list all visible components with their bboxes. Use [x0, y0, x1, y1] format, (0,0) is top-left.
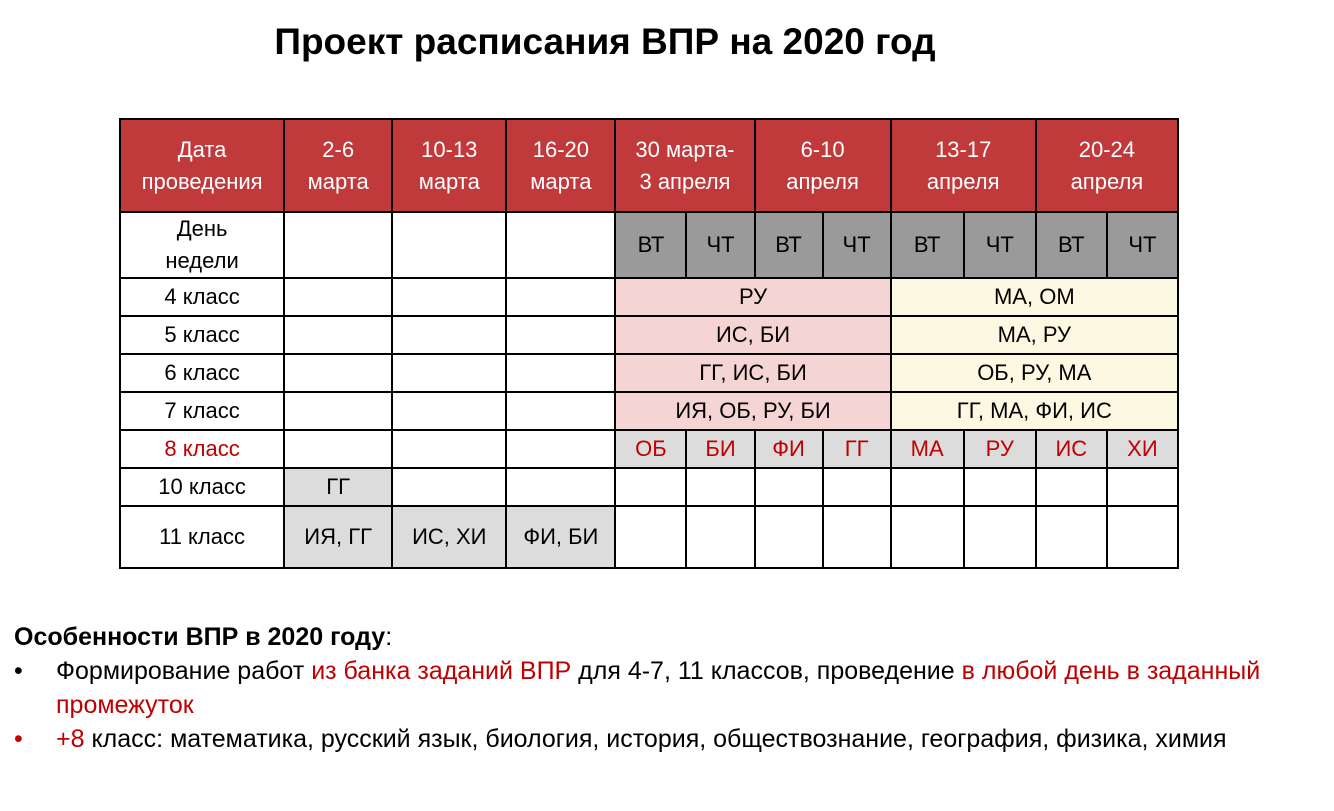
week-header-3: 16-20 марта — [506, 119, 615, 212]
empty-cell — [615, 506, 686, 568]
subject-cell: ИС, ХИ — [392, 506, 506, 568]
empty-cell — [284, 316, 392, 354]
week-header-5: 6-10 апреля — [755, 119, 891, 212]
empty-cell — [1107, 506, 1178, 568]
empty-cell — [392, 278, 506, 316]
week-header-4: 30 марта- 3 апреля — [615, 119, 754, 212]
subject-cell: ИС — [1036, 430, 1107, 468]
empty-cell — [506, 468, 615, 506]
empty-cell — [506, 354, 615, 392]
empty-cell — [284, 278, 392, 316]
notes-section — [14, 620, 1329, 756]
subject-cell: БИ — [686, 430, 754, 468]
weekday-row — [120, 212, 1178, 278]
empty-cell — [1036, 506, 1107, 568]
grade-5-row — [120, 316, 1178, 354]
empty-cell — [506, 316, 615, 354]
grade-10-row — [120, 468, 1178, 506]
weekday-cell: ЧТ — [686, 212, 754, 278]
empty-cell — [506, 278, 615, 316]
empty-cell — [1036, 468, 1107, 506]
note-item: • +8 класс: математика, русский язык, биология, история, обществознание, география, физика, химия — [14, 722, 1329, 756]
empty-cell — [284, 392, 392, 430]
grade-label: 10 класс — [120, 468, 284, 506]
header-row — [120, 119, 1178, 212]
empty-cell — [284, 354, 392, 392]
empty-cell — [392, 354, 506, 392]
subject-cell: ГГ — [823, 430, 891, 468]
week-header-1: 2-6 марта — [284, 119, 392, 212]
empty-cell — [392, 468, 506, 506]
empty-cell — [686, 506, 754, 568]
subjects-first-period: ИЯ, ОБ, РУ, БИ — [615, 392, 890, 430]
grade-6-row — [120, 354, 1178, 392]
grade-label: 5 класс — [120, 316, 284, 354]
schedule-table — [119, 118, 1179, 569]
subjects-first-period: ГГ, ИС, БИ — [615, 354, 890, 392]
empty-cell — [284, 212, 392, 278]
subjects-first-period: ИС, БИ — [615, 316, 890, 354]
weekday-cell: ВТ — [755, 212, 823, 278]
empty-cell — [1107, 468, 1178, 506]
empty-cell — [964, 468, 1036, 506]
bullet-icon: • — [14, 657, 23, 685]
grade-label: 7 класс — [120, 392, 284, 430]
subject-cell: ФИ — [755, 430, 823, 468]
grade-label: 11 класс — [120, 506, 284, 568]
notes-list — [14, 654, 1329, 756]
empty-cell — [392, 392, 506, 430]
week-header-2: 10-13 марта — [392, 119, 506, 212]
grade-8-row — [120, 430, 1178, 468]
weekday-label: День недели — [120, 212, 284, 278]
note-item: • Формирование работ из банка заданий ВПР для 4-7, 11 классов, проведение в любой день в заданный промежуток — [14, 654, 1329, 722]
page-title: Проект расписания ВПР на 2020 год — [274, 21, 936, 62]
empty-cell — [755, 506, 823, 568]
empty-cell — [392, 316, 506, 354]
grade-11-row — [120, 506, 1178, 568]
weekday-cell: ВТ — [1036, 212, 1107, 278]
subject-cell: ГГ — [284, 468, 392, 506]
empty-cell — [506, 212, 615, 278]
empty-cell — [392, 430, 506, 468]
empty-cell — [823, 506, 891, 568]
empty-cell — [506, 392, 615, 430]
bullet-icon: • — [14, 725, 23, 753]
weekday-cell: ЧТ — [964, 212, 1036, 278]
empty-cell — [891, 506, 964, 568]
subject-cell: ХИ — [1107, 430, 1178, 468]
grade-label: 6 класс — [120, 354, 284, 392]
grade-7-row — [120, 392, 1178, 430]
subject-cell: РУ — [964, 430, 1036, 468]
date-header-cell: Дата проведения — [120, 119, 284, 212]
subjects-second-period: ГГ, МА, ФИ, ИС — [891, 392, 1178, 430]
subject-cell: ФИ, БИ — [506, 506, 615, 568]
subject-cell: ОБ — [615, 430, 686, 468]
empty-cell — [506, 430, 615, 468]
week-header-7: 20-24 апреля — [1036, 119, 1178, 212]
grade-label: 8 класс — [120, 430, 284, 468]
week-header-6: 13-17 апреля — [891, 119, 1036, 212]
subjects-second-period: МА, РУ — [891, 316, 1178, 354]
subjects-first-period: РУ — [615, 278, 890, 316]
empty-cell — [891, 468, 964, 506]
weekday-cell: ВТ — [615, 212, 686, 278]
weekday-cell: ЧТ — [823, 212, 891, 278]
empty-cell — [823, 468, 891, 506]
empty-cell — [615, 468, 686, 506]
empty-cell — [392, 212, 506, 278]
grade-label: 4 класс — [120, 278, 284, 316]
grade-4-row — [120, 278, 1178, 316]
subjects-second-period: МА, ОМ — [891, 278, 1178, 316]
weekday-cell: ВТ — [891, 212, 964, 278]
empty-cell — [284, 430, 392, 468]
empty-cell — [755, 468, 823, 506]
subject-cell: ИЯ, ГГ — [284, 506, 392, 568]
empty-cell — [686, 468, 754, 506]
notes-heading: Особенности ВПР в 2020 году: — [14, 623, 393, 651]
weekday-cell: ЧТ — [1107, 212, 1178, 278]
subject-cell: МА — [891, 430, 964, 468]
empty-cell — [964, 506, 1036, 568]
subjects-second-period: ОБ, РУ, МА — [891, 354, 1178, 392]
